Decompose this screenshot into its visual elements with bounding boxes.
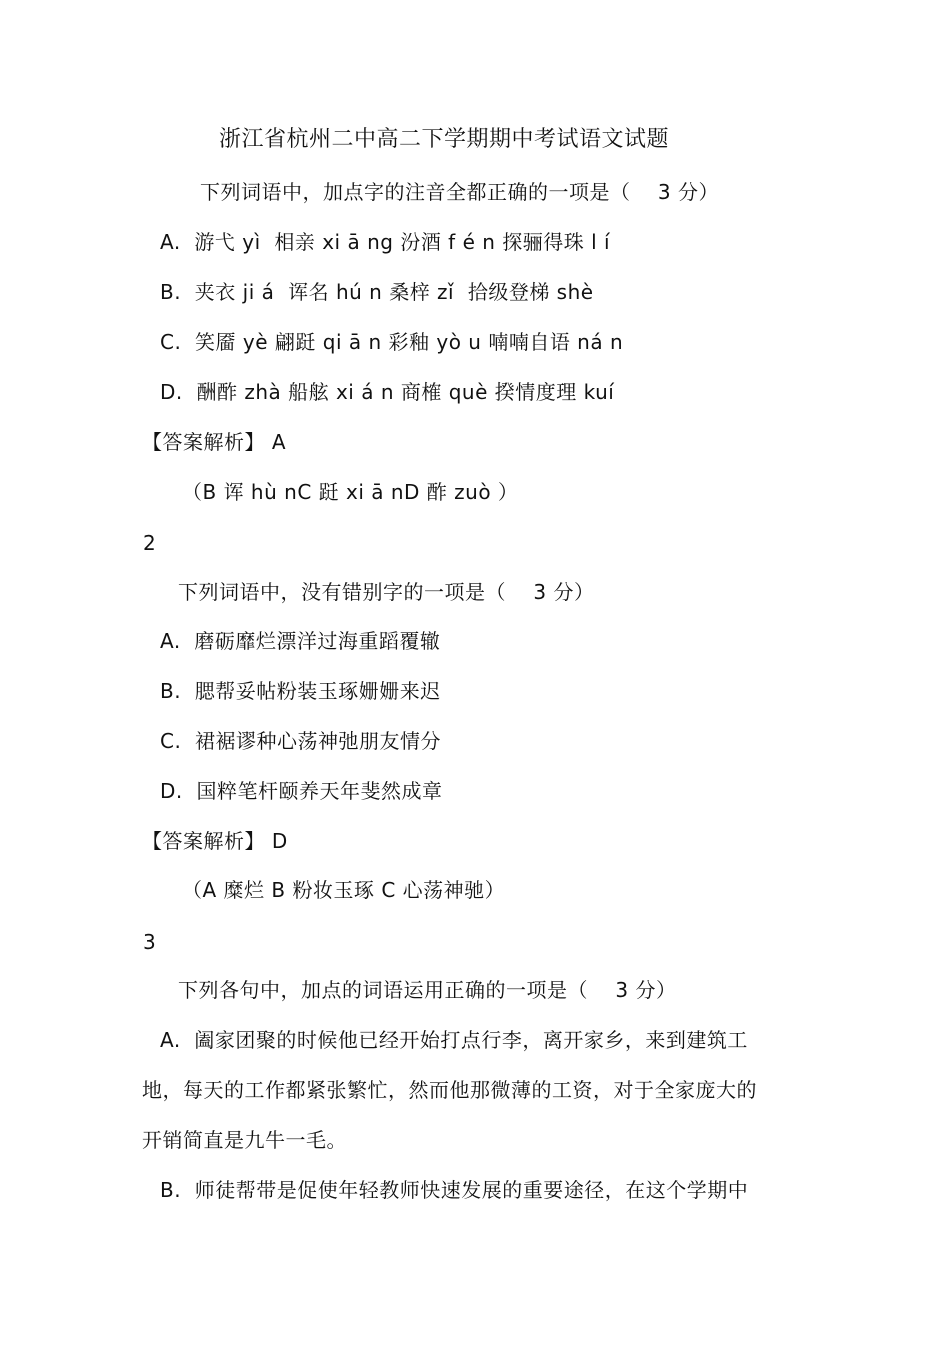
document-title: 浙江省杭州二中高二下学期期中考试语文试题 bbox=[219, 127, 670, 152]
q2-option-c: C. 裙裾谬种心荡神弛朋友情分 bbox=[160, 729, 442, 753]
q1-answer: 【答案解析】 A bbox=[142, 430, 287, 454]
q2-option-b: B. 腮帮妥帖粉装玉琢姗姗来迟 bbox=[160, 679, 441, 703]
q3-option-b-line1: B. 师徒帮带是促使年轻教师快速发展的重要途径，在这个学期中 bbox=[160, 1178, 749, 1202]
q3-number: 3 bbox=[143, 930, 157, 954]
q1-explanation: （B 诨 hù nC 跹 xi ā nD 酢 zuò ） bbox=[182, 480, 519, 504]
q1-option-c: C. 笑靥 yè 翩跹 qi ā n 彩釉 yò u 喃喃自语 ná n bbox=[160, 330, 624, 354]
q2-answer: 【答案解析】 D bbox=[142, 829, 288, 853]
q3-stem: 下列各句中，加点的词语运用正确的一项是（ 3 分） bbox=[178, 978, 677, 1002]
q2-option-a: A. 磨砺靡烂漂洋过海重蹈覆辙 bbox=[160, 629, 441, 653]
q3-option-a-line3: 开销简直是九牛一毛。 bbox=[142, 1128, 347, 1152]
q2-stem: 下列词语中，没有错别字的一项是（ 3 分） bbox=[178, 580, 595, 604]
q1-stem: 下列词语中，加点字的注音全都正确的一项是（ 3 分） bbox=[200, 180, 719, 204]
q2-option-d: D. 国粹笔杆颐养天年斐然成章 bbox=[160, 779, 443, 803]
q1-option-a: A. 游弋 yì 相亲 xi ā ng 汾酒 f é n 探骊得珠 l í bbox=[160, 230, 611, 254]
q3-option-a-line2: 地，每天的工作都紧张繁忙，然而他那微薄的工资，对于全家庞大的 bbox=[142, 1078, 757, 1102]
q1-option-b: B. 夹衣 ji á 诨名 hú n 桑梓 zǐ 拾级登梯 shè bbox=[160, 280, 594, 304]
q1-option-d: D. 酬酢 zhà 船舷 xi á n 商榷 què 揆情度理 kuí bbox=[160, 380, 615, 404]
q3-option-a-line1: A. 阖家团聚的时候他已经开始打点行李，离开家乡，来到建筑工 bbox=[160, 1028, 748, 1052]
q2-explanation: （A 糜烂 B 粉妆玉琢 C 心荡神驰） bbox=[182, 878, 506, 902]
q2-number: 2 bbox=[143, 531, 157, 555]
